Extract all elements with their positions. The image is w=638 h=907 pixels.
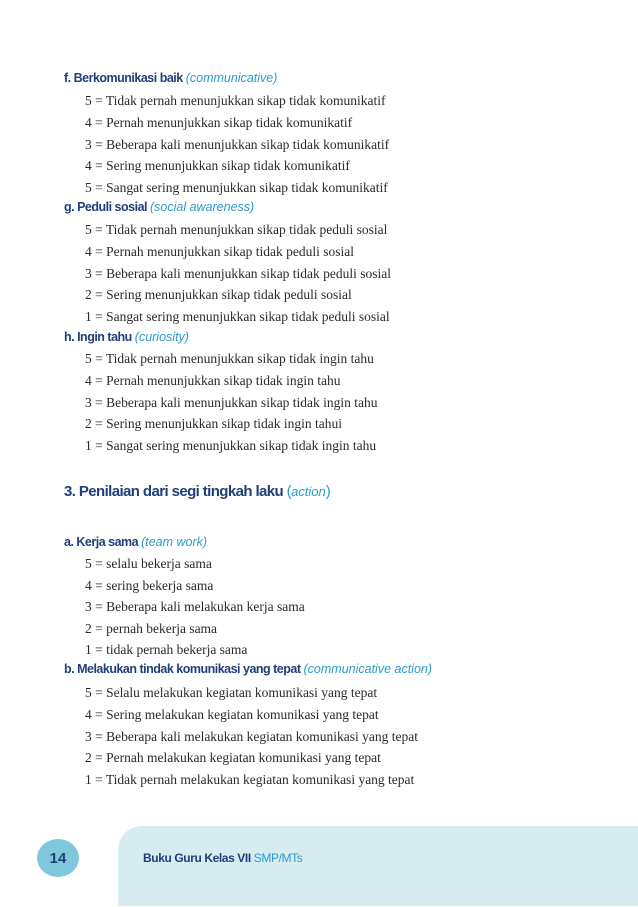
list-item: 3 = Beberapa kali menunjukkan sikap tidak ingin tahu (85, 395, 378, 410)
page-number-badge (37, 839, 79, 877)
heading-communicative-action (64, 662, 432, 676)
list-item: 5 = Sangat sering menunjukkan sikap tidak komunikatif (85, 180, 388, 195)
list-item: 4 = sering bekerja sama (85, 578, 214, 593)
section-title-paren-close: ) (325, 483, 331, 500)
list-item: 5 = Tidak pernah menunjukkan sikap tidak ingin tahu (85, 351, 374, 366)
list-item: 4 = Pernah menunjukkan sikap tidak komunikatif (85, 115, 353, 130)
list-item: 4 = Pernah menunjukkan sikap tidak ingin tahu (85, 373, 341, 388)
section-title-english: action (291, 484, 326, 499)
heading-english: (curiosity) (134, 330, 189, 344)
heading-communicative (64, 71, 277, 85)
list-item: 4 = Sering menunjukkan sikap tidak komunikatif (85, 158, 350, 173)
book-subtitle: SMP/MTs (253, 851, 303, 865)
list-item: 3 = Beberapa kali melakukan kegiatan komunikasi yang tepat (85, 729, 419, 744)
list-item: 3 = Beberapa kali melakukan kerja sama (85, 599, 305, 614)
section-title-paren-open: ( (286, 483, 292, 500)
heading-label: b. Melakukan tindak komunikasi yang tepat (64, 662, 301, 676)
list-item: 2 = Sering menunjukkan sikap tidak peduli sosial (85, 287, 352, 302)
page-number: 14 (49, 849, 67, 867)
list-item: 2 = Sering menunjukkan sikap tidak ingin tahui (85, 416, 342, 431)
heading-english: (communicative) (185, 71, 278, 85)
list-item: 1 = Tidak pernah melakukan kegiatan komunikasi yang tepat (85, 772, 415, 787)
footer-band (118, 826, 638, 906)
list-item: 1 = Sangat sering menunjukkan sikap tidak ingin tahu (85, 438, 377, 453)
heading-social-awareness (64, 200, 254, 214)
list-item: 1 = Sangat sering menunjukkan sikap tidak peduli sosial (85, 309, 390, 324)
heading-label: g. Peduli sosial (64, 200, 147, 214)
book-title: Buku Guru Kelas VII (143, 851, 251, 865)
heading-label: f. Berkomunikasi baik (64, 71, 183, 85)
section-title (64, 483, 330, 500)
list-item: 2 = Pernah melakukan kegiatan komunikasi yang tepat (85, 750, 381, 765)
heading-english: (communicative action) (303, 662, 433, 676)
list-item: 4 = Sering melakukan kegiatan komunikasi yang tepat (85, 707, 379, 722)
heading-label: a. Kerja sama (64, 535, 139, 549)
heading-label: h. Ingin tahu (64, 330, 132, 344)
footer-book-title (143, 851, 302, 865)
heading-english: (team work) (141, 535, 208, 549)
list-item: 3 = Beberapa kali menunjukkan sikap tidak peduli sosial (85, 266, 392, 281)
list-item: 4 = Pernah menunjukkan sikap tidak peduli sosial (85, 244, 354, 259)
list-item: 3 = Beberapa kali menunjukkan sikap tidak komunikatif (85, 137, 390, 152)
heading-curiosity (64, 330, 189, 344)
heading-english: (social awareness) (149, 200, 255, 214)
list-item: 5 = Tidak pernah menunjukkan sikap tidak komunikatif (85, 93, 386, 108)
list-item: 5 = selalu bekerja sama (85, 556, 212, 571)
list-item: 5 = Selalu melakukan kegiatan komunikasi yang tepat (85, 685, 378, 700)
list-item: 2 = pernah bekerja sama (85, 621, 218, 636)
section-title-label: 3. Penilaian dari segi tingkah laku (64, 483, 284, 500)
heading-team-work (64, 535, 207, 549)
list-item: 1 = tidak pernah bekerja sama (85, 642, 248, 657)
list-item: 5 = Tidak pernah menunjukkan sikap tidak peduli sosial (85, 222, 388, 237)
